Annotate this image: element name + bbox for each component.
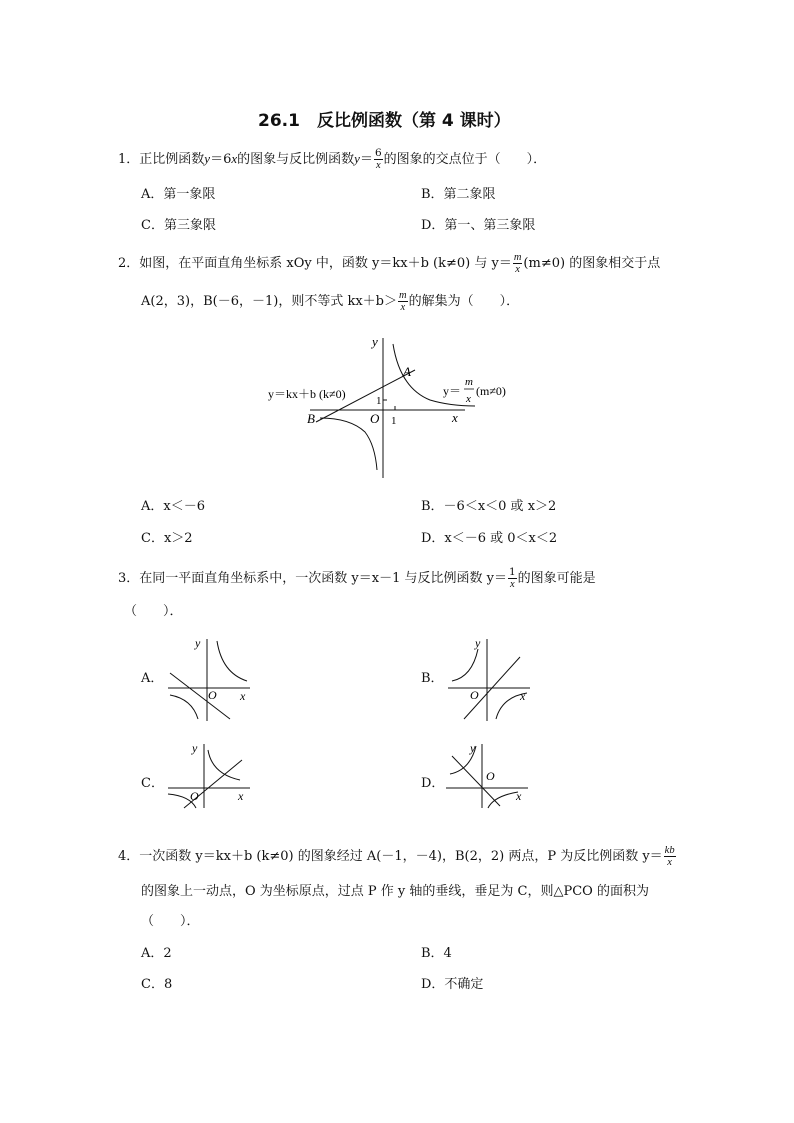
fraction-denominator: x — [509, 579, 515, 590]
option-d[interactable]: D．第一、第三象限 — [421, 218, 536, 233]
question-1 — [118, 148, 546, 171]
option-a[interactable]: A．x＜－6 — [141, 499, 205, 514]
option-b[interactable]: B．第二象限 — [421, 187, 496, 202]
fraction-denominator: x — [515, 264, 520, 275]
question-number: 2． — [118, 256, 140, 271]
fraction — [398, 290, 408, 313]
question-text: 的图象与反比例函数 — [237, 152, 355, 167]
hyperbola-branch-q3 — [320, 418, 377, 470]
var-y: y — [204, 151, 211, 166]
fraction — [374, 148, 383, 171]
origin-label: O — [190, 789, 199, 803]
origin-label: O — [370, 411, 380, 426]
question-text: 的图象可能是 — [517, 571, 596, 586]
x-axis-label: x — [452, 410, 458, 425]
graph-c[interactable] — [162, 740, 262, 810]
question-text: 在同一平面直角坐标系中，一次函数 y＝x－1 与反比例函数 y＝ — [139, 571, 507, 586]
option-d[interactable]: D．x＜－6 或 0＜x＜2 — [421, 531, 558, 546]
question-text: 正比例函数 — [139, 152, 205, 167]
graph-a-label[interactable]: A． — [141, 671, 164, 686]
graph-d[interactable] — [440, 740, 540, 810]
option-d[interactable]: D．不确定 — [421, 977, 484, 992]
hyperbola-branch-q2 — [452, 649, 478, 681]
question-4-line-1 — [118, 845, 677, 868]
curve-label-num: m — [465, 376, 473, 388]
origin-label: O — [208, 688, 217, 702]
x-axis-label: x — [516, 789, 522, 803]
line-equation-label: y＝kx＋b (k≠0) — [268, 387, 346, 401]
question-4-line-3: （ ）． — [141, 914, 200, 929]
question-text: ＝6 — [210, 152, 232, 167]
curve-label-tail: (m≠0) — [476, 384, 506, 398]
question-text: A(2，3)，B(－6，－1)，则不等式 kx＋b＞ — [141, 294, 397, 309]
point-b-label: B — [307, 411, 315, 426]
page-title: 26.1 反比例函数（第 4 课时） — [258, 111, 511, 131]
fraction — [664, 845, 676, 868]
question-3-line-1 — [118, 567, 596, 590]
point-a-label: A — [403, 364, 411, 379]
var-x: x — [231, 151, 238, 166]
origin-label: O — [486, 769, 495, 783]
question-text: 的图象的交点位于（ ）． — [383, 152, 547, 167]
question-3-line-2: （ ）． — [124, 604, 183, 619]
option-a[interactable]: A．2 — [141, 946, 172, 961]
y-unit-label: 1 — [376, 395, 382, 407]
fraction — [508, 567, 517, 590]
fraction-numerator: 1 — [508, 566, 516, 578]
graph-d-label[interactable]: D． — [421, 776, 445, 791]
option-c[interactable]: C．第三象限 — [141, 218, 216, 233]
fraction-denominator: x — [375, 160, 381, 171]
fraction-numerator: m — [398, 290, 407, 301]
option-c[interactable]: C．x＞2 — [141, 531, 193, 546]
option-b[interactable]: B．4 — [421, 946, 452, 961]
graph-c-label[interactable]: C． — [141, 776, 164, 791]
fraction-denominator: x — [667, 857, 672, 868]
option-b[interactable]: B．－6＜x＜0 或 x＞2 — [421, 499, 557, 514]
y-axis-label: y — [475, 636, 481, 650]
fraction-denominator: x — [400, 302, 406, 313]
graph-b[interactable] — [442, 633, 542, 723]
hyperbola-branch-q3 — [170, 695, 198, 719]
question-text: 一次函数 y＝kx＋b (k≠0) 的图象经过 A(－1，－4)，B(2，2) 两点，P 为反比例函数 y＝ — [139, 849, 663, 864]
fraction-numerator: 6 — [374, 147, 382, 159]
question-number: 4． — [118, 849, 140, 864]
question-text: 的解集为（ ）． — [408, 294, 520, 309]
question-2-line-1 — [118, 252, 660, 275]
question-number: 3． — [118, 571, 140, 586]
x-axis-label: x — [240, 689, 246, 703]
linear-function-line — [170, 673, 230, 719]
question-text: (m≠0) 的图象相交于点 — [523, 256, 661, 271]
question-text: ＝ — [359, 152, 373, 167]
x-axis-label: x — [520, 689, 526, 703]
x-axis-label: x — [238, 789, 244, 803]
question-4-line-2: 的图象上一动点，O 为坐标原点，过点 P 作 y 轴的垂线，垂足为 C，则△PCO 的面积为 — [141, 884, 649, 899]
x-unit-label: 1 — [391, 415, 397, 427]
graph-a[interactable] — [162, 633, 262, 723]
hyperbola-branch-q4 — [488, 792, 518, 808]
option-c[interactable]: C．8 — [141, 977, 173, 992]
fraction — [513, 252, 523, 275]
question-number: 1． — [118, 152, 140, 167]
hyperbola-branch-q1 — [217, 641, 247, 681]
option-a[interactable]: A．第一象限 — [141, 187, 216, 202]
graph-b-label[interactable]: B． — [421, 671, 444, 686]
y-axis-label: y — [372, 334, 378, 349]
q2-figure — [260, 330, 540, 480]
curve-label-y: y＝ — [443, 384, 462, 398]
var-y: y — [354, 151, 360, 166]
question-text: 如图，在平面直角坐标系 xOy 中，函数 y＝kx＋b (k≠0) 与 y＝ — [139, 256, 512, 271]
curve-label-den: x — [466, 393, 471, 405]
fraction-numerator: m — [513, 252, 522, 263]
y-axis-label: y — [470, 741, 476, 755]
fraction-numerator: kb — [664, 845, 675, 856]
question-2-line-2 — [141, 290, 519, 313]
y-axis-label: y — [195, 636, 201, 650]
y-axis-label: y — [192, 741, 198, 755]
origin-label: O — [470, 688, 479, 702]
